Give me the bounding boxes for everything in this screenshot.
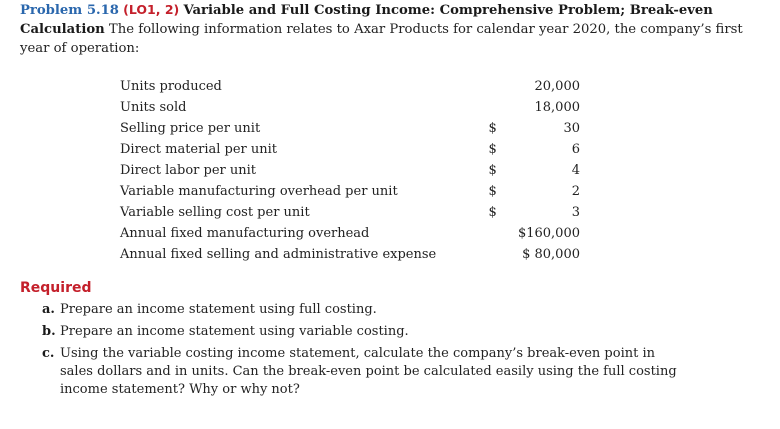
item-text: Using the variable costing income statement, calculate the company’s break-even point in sales dollars and in units. Can the break-even point be calculated easily using the full costing income statement? Why or why not? xyxy=(60,346,677,397)
problem-number: Problem 5.18 xyxy=(20,3,119,18)
item-letter: c. xyxy=(42,346,55,361)
row-dollar-sign: $ xyxy=(488,205,497,220)
item-letter: a. xyxy=(42,302,55,317)
row-dollar-sign xyxy=(489,97,518,118)
row-value: 18,000 xyxy=(534,100,580,115)
row-label: Units produced xyxy=(120,79,222,94)
list-item xyxy=(42,323,682,341)
row-value: 20,000 xyxy=(534,79,580,94)
table-row xyxy=(120,118,580,139)
problem-header xyxy=(20,0,765,58)
row-label: Annual fixed manufacturing overhead xyxy=(120,226,370,241)
row-value: 4 xyxy=(571,163,580,178)
row-label: Variable selling cost per unit xyxy=(120,205,310,220)
row-dollar-sign: $ xyxy=(488,121,497,136)
row-dollar-sign xyxy=(489,223,518,244)
row-value: 6 xyxy=(571,142,580,157)
row-dollar-sign: $ xyxy=(488,142,497,157)
item-letter: b. xyxy=(42,324,56,339)
row-dollar-sign xyxy=(489,76,518,97)
row-value: 30 xyxy=(563,121,580,136)
item-text: Prepare an income statement using full costing. xyxy=(60,302,377,317)
row-label: Selling price per unit xyxy=(120,121,261,136)
table-row xyxy=(120,181,580,202)
row-value: $ 80,000 xyxy=(522,247,580,262)
learning-objectives: (LO1, 2) xyxy=(123,2,180,17)
row-dollar-sign xyxy=(489,244,518,265)
row-value: 3 xyxy=(571,205,580,220)
table-row xyxy=(120,160,580,181)
table-row xyxy=(120,202,580,223)
row-label: Direct labor per unit xyxy=(120,163,257,178)
item-text: Prepare an income statement using variable costing. xyxy=(60,324,409,339)
list-item xyxy=(42,301,682,319)
row-value: 2 xyxy=(571,184,580,199)
row-label: Direct material per unit xyxy=(120,142,278,157)
row-value: $160,000 xyxy=(517,226,580,241)
row-dollar-sign: $ xyxy=(488,184,497,199)
row-dollar-sign: $ xyxy=(488,163,497,178)
row-label: Units sold xyxy=(120,100,187,115)
required-heading: Required xyxy=(20,280,92,296)
problem-title: Variable and Full Costing Income: Comprehensive Problem; Break-even Calculation xyxy=(20,3,713,37)
list-item xyxy=(42,345,682,399)
table-row xyxy=(120,223,580,244)
row-label: Annual fixed selling and administrative expense xyxy=(120,247,437,262)
required-list xyxy=(42,301,682,403)
problem-intro-text: The following information relates to Axar Products for calendar year 2020, the company’s first year of operation: xyxy=(20,22,743,56)
table-row xyxy=(120,97,580,118)
table-row xyxy=(120,244,580,265)
table-row xyxy=(120,139,580,160)
data-table xyxy=(120,76,580,265)
row-label: Variable manufacturing overhead per unit xyxy=(120,184,398,199)
table-row xyxy=(120,76,580,97)
